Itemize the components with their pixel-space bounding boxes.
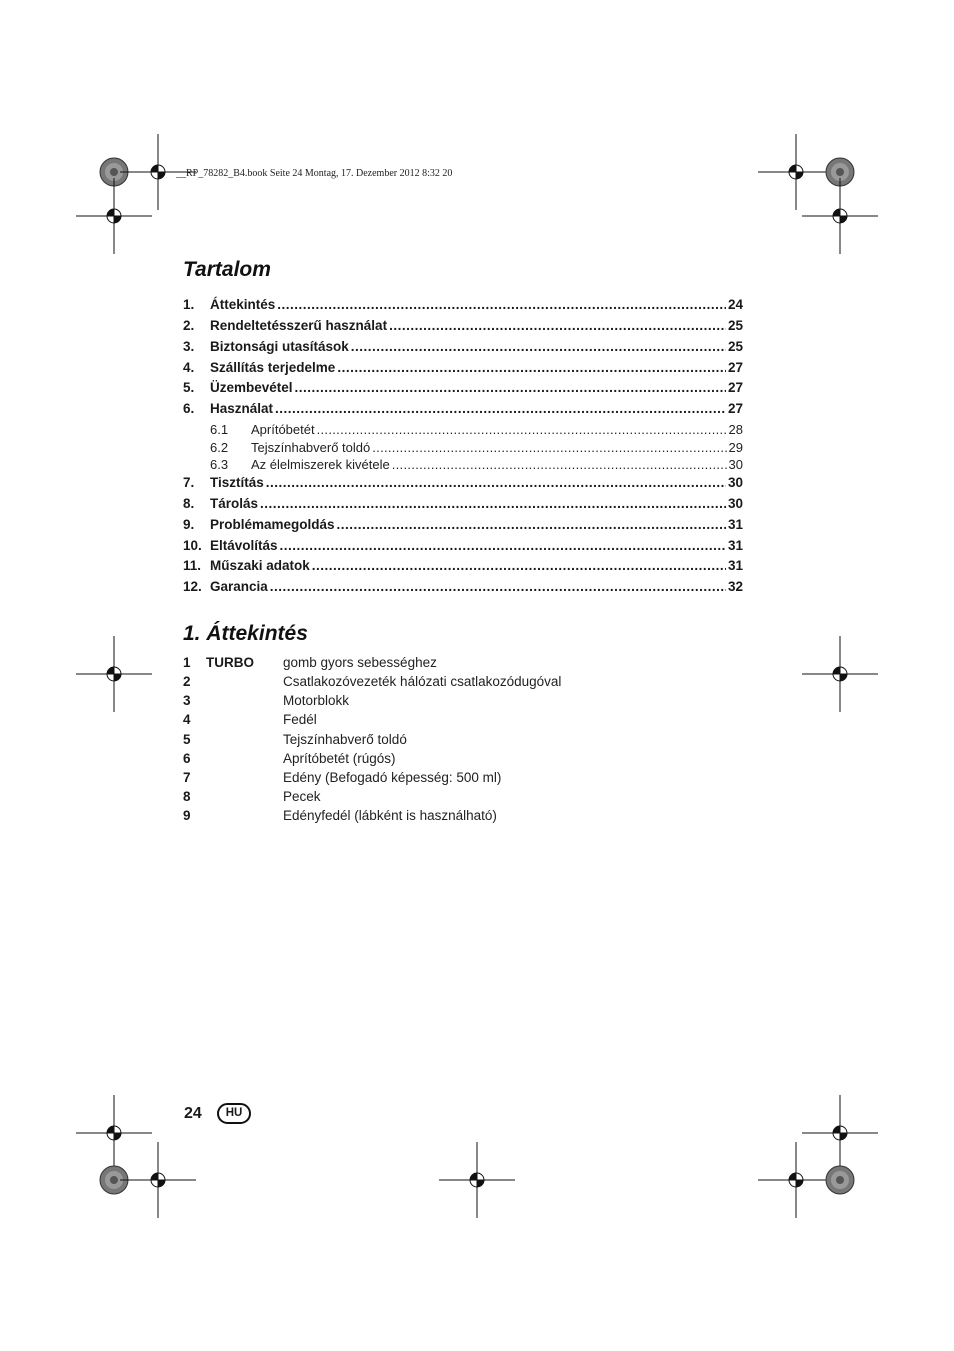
toc-title: Tartalom [183, 258, 271, 281]
toc-entry[interactable]: 9. Problémamegoldás ..... 31 [183, 517, 743, 533]
toc-entry[interactable]: 8. Tárolás ..... 30 [183, 496, 743, 512]
page-number: 24 [184, 1105, 202, 1122]
toc-entry[interactable]: 5. Üzembevétel ..... 27 [183, 380, 743, 396]
section-title-overview: 1. Áttekintés [183, 622, 308, 645]
toc-subentry[interactable]: 6.2 Tejszínhabverő toldó ..... 29 [210, 440, 743, 456]
toc-entry[interactable]: 3. Biztonsági utasítások ..... 25 [183, 339, 743, 355]
toc-subentry[interactable]: 6.3 Az élelmiszerek kivétele ..... 30 [210, 457, 743, 473]
toc-entry[interactable]: 7. Tisztítás ..... 30 [183, 475, 743, 491]
toc-subentry[interactable]: 6.1 Aprítóbetét ..... 28 [210, 422, 743, 438]
toc-entry[interactable]: 11. Műszaki adatok ..... 31 [183, 558, 743, 574]
toc-entry[interactable]: 6. Használat ..... 27 [183, 401, 743, 417]
toc-entry[interactable]: 10. Eltávolítás ..... 31 [183, 538, 743, 554]
file-header: __RP_78282_B4.book Seite 24 Montag, 17. Dezember 2012 8:32 20 [176, 168, 453, 179]
toc-entry[interactable]: 2. Rendeltetésszerű használat ..... 25 [183, 318, 743, 334]
toc-entry[interactable]: 12. Garancia ..... 32 [183, 579, 743, 595]
toc-entry[interactable]: 4. Szállítás terjedelme ..... 27 [183, 360, 743, 376]
toc-entry[interactable]: 1. Áttekintés ..... 24 [183, 297, 743, 313]
language-badge: HU [217, 1103, 251, 1124]
